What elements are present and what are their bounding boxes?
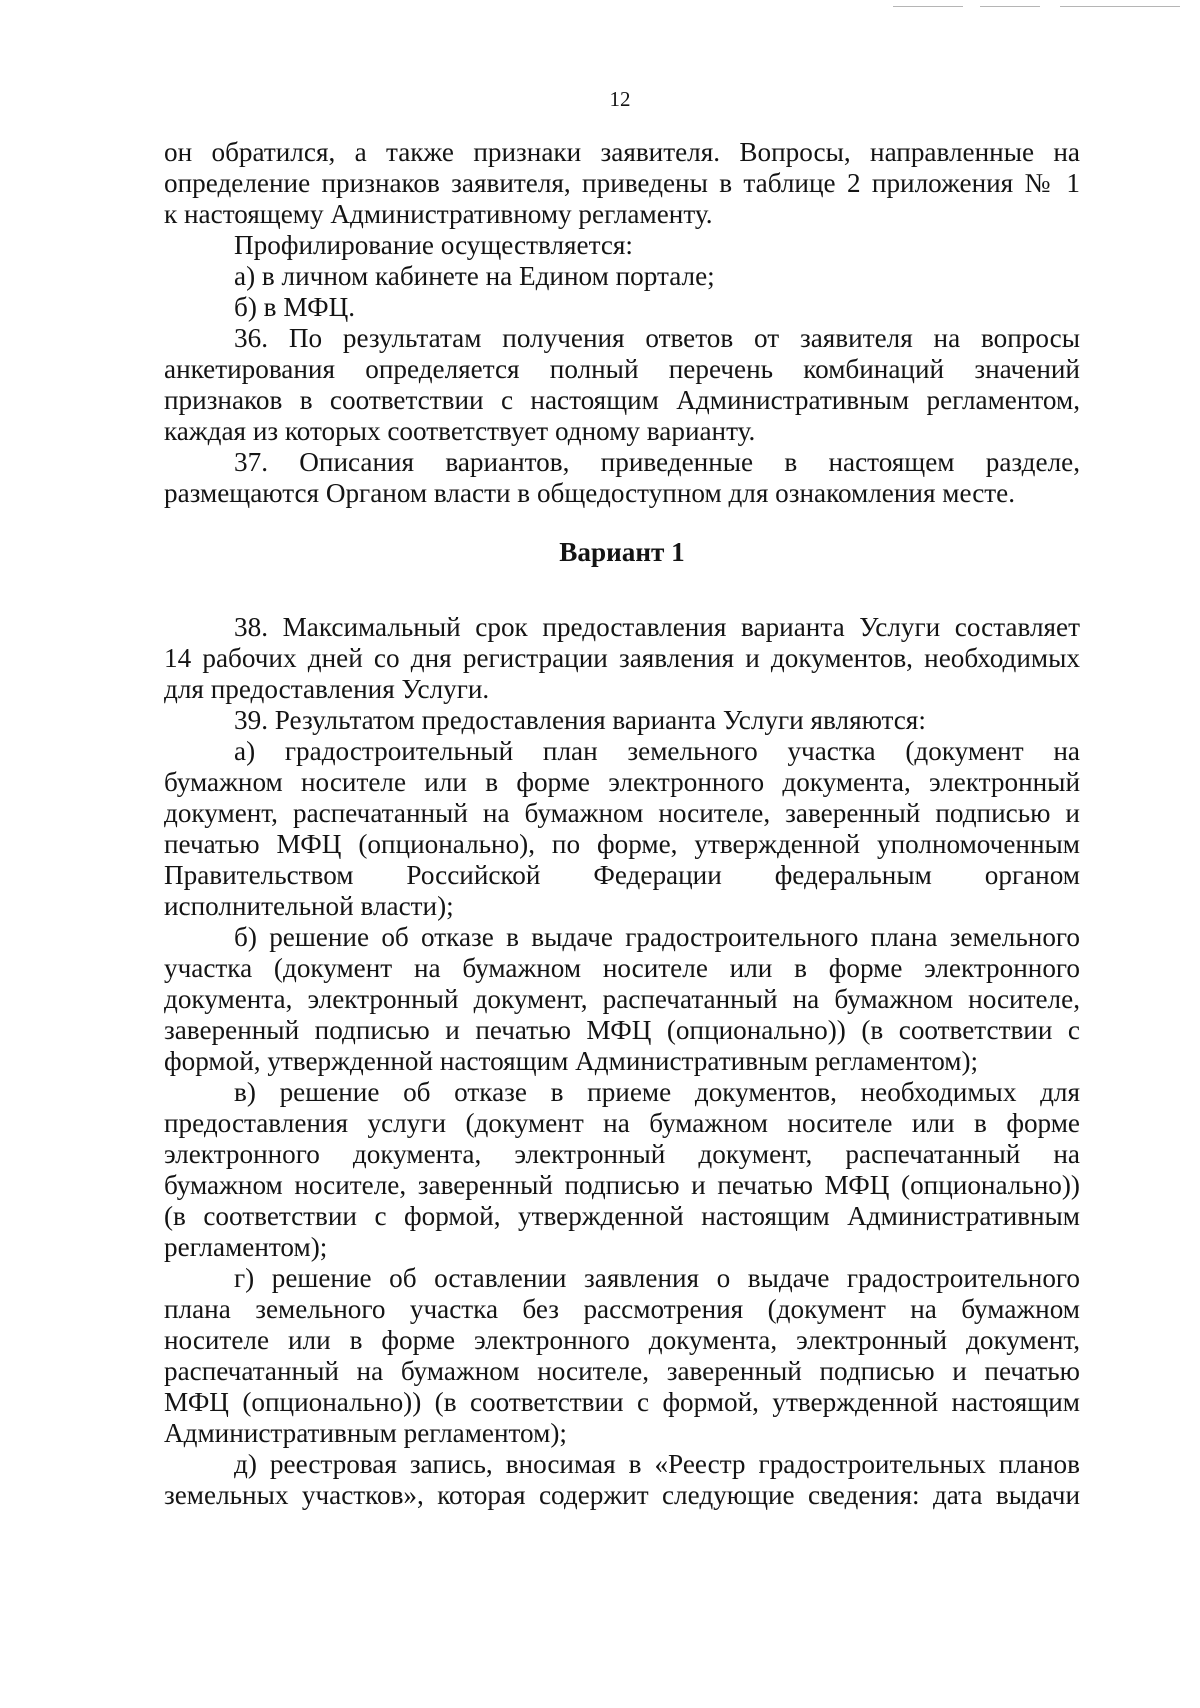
variant-heading-block [164, 509, 1080, 612]
list-item: а) в личном кабинете на Едином портале; [234, 261, 715, 291]
text-line: Правительством Российской Федерации федеральным органом [164, 860, 1080, 890]
text-line: (в соответствии с формой, утвержденной настоящим Административным [164, 1201, 1080, 1231]
result-item-v [164, 1077, 1080, 1263]
profiling-section [164, 230, 1080, 323]
text-line: плана земельного участка без рассмотрения (документ на бумажном [164, 1294, 1080, 1324]
text-line: г) решение об оставлении заявления о выдаче градостроительного [234, 1263, 1080, 1293]
clause-39 [164, 705, 1080, 736]
result-item-a [164, 736, 1080, 922]
text-line: заверенный подписью и печатью МФЦ (опционально)) (в соответствии с [164, 1015, 1080, 1045]
text-line: регламентом); [164, 1232, 328, 1262]
text-line: бумажном носителе, заверенный подписью и печатью МФЦ (опционально)) [164, 1170, 1080, 1200]
text-line: 36. По результатам получения ответов от заявителя на вопросы [234, 323, 1080, 353]
text-line: д) реестровая запись, вносимая в «Реестр градостроительных планов [234, 1449, 1080, 1479]
text-line: 38. Максимальный срок предоставления варианта Услуги составляет [234, 612, 1080, 642]
text-line: каждая из которых соответствует одному варианту. [164, 416, 756, 446]
text-line: к настоящему Административному регламенту. [164, 199, 713, 229]
variant-heading: Вариант 1 [559, 537, 685, 567]
text-line: МФЦ (опционально)) (в соответствии с формой, утвержденной настоящим [164, 1387, 1080, 1417]
text-line: он обратился, а также признаки заявителя. Вопросы, направленные на [164, 137, 1080, 167]
text-line: документа, электронный документ, распечатанный на бумажном носителе, [164, 984, 1080, 1014]
text-line: Административным регламентом); [164, 1418, 567, 1448]
text-line: исполнительной власти); [164, 891, 454, 921]
list-item: б) в МФЦ. [234, 292, 356, 322]
text-line: печатью МФЦ (опционально), по форме, утвержденной уполномоченным [164, 829, 1080, 859]
clause-38 [164, 612, 1080, 705]
text-line: распечатанный на бумажном носителе, заверенный подписью и печатью [164, 1356, 1080, 1386]
clause-37 [164, 447, 1080, 509]
text-line: носителе или в форме электронного документа, электронный документ, [164, 1325, 1080, 1355]
text-line: признаков в соответствии с настоящим Административным регламентом, [164, 385, 1080, 415]
scan-artifact [893, 6, 963, 7]
text-line: предоставления услуги (документ на бумажном носителе или в форме [164, 1108, 1080, 1138]
text-line: земельных участков», которая содержит следующие сведения: дата выдачи [164, 1480, 1080, 1510]
result-item-g [164, 1263, 1080, 1449]
text-line: размещаются Органом власти в общедоступном для ознакомления месте. [164, 478, 1016, 508]
document-body [164, 137, 1080, 1511]
text-line: 37. Описания вариантов, приведенные в настоящем разделе, [234, 447, 1080, 477]
text-line: бумажном носителе или в форме электронного документа, электронный [164, 767, 1080, 797]
text-line: электронного документа, электронный документ, распечатанный на [164, 1139, 1080, 1169]
clause-36 [164, 323, 1080, 447]
text-line: документ, распечатанный на бумажном носителе, заверенный подписью и [164, 798, 1080, 828]
intro-paragraph [164, 137, 1080, 230]
text-line: в) решение об отказе в приеме документов, необходимых для [234, 1077, 1080, 1107]
scan-artifact [1060, 6, 1180, 7]
text-line: определение признаков заявителя, приведены в таблице 2 приложения № 1 [164, 168, 1080, 198]
text-line: формой, утвержденной настоящим Административным регламентом); [164, 1046, 979, 1076]
scan-artifact [980, 6, 1040, 7]
result-item-d [164, 1449, 1080, 1511]
text-line: Профилирование осуществляется: [234, 230, 633, 260]
text-line: участка (документ на бумажном носителе или в форме электронного [164, 953, 1080, 983]
text-line: 14 рабочих дней со дня регистрации заявления и документов, необходимых [164, 643, 1080, 673]
text-line: анкетирования определяется полный перечень комбинаций значений [164, 354, 1080, 384]
page-number: 12 [609, 87, 631, 111]
text-line: для предоставления Услуги. [164, 674, 490, 704]
text-line: б) решение об отказе в выдаче градостроительного плана земельного [234, 922, 1080, 952]
text-line: а) градостроительный план земельного участка (документ на [234, 736, 1080, 766]
result-item-b [164, 922, 1080, 1077]
text-line: 39. Результатом предоставления варианта Услуги являются: [234, 705, 926, 735]
